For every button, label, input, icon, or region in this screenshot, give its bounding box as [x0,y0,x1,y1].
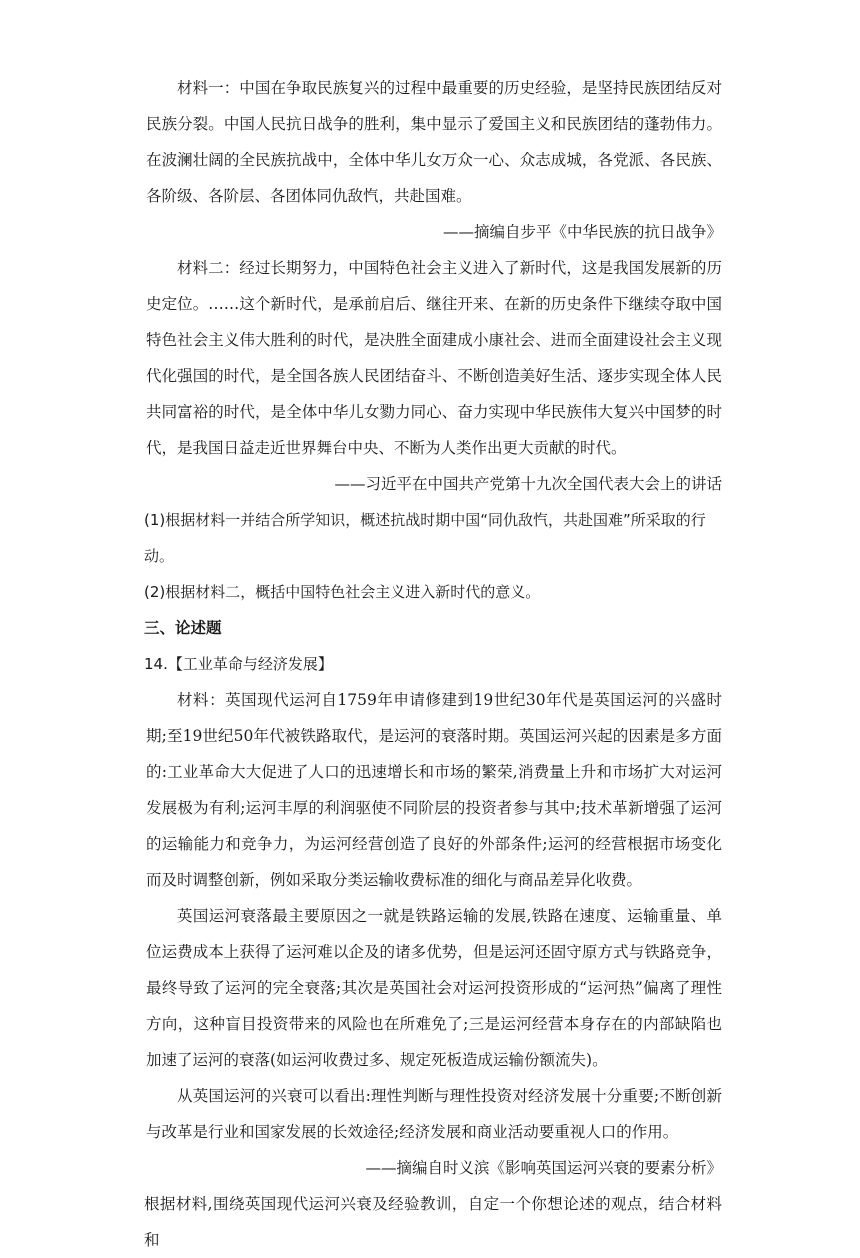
section-heading: 三、论述题 [144,619,222,637]
question-14-topic: 14.【工业革命与经济发展】 [144,655,333,673]
material-one-text: 材料一：中国在争取民族复兴的过程中最重要的历史经验，是坚持民族团结反对民族分裂。中国人民抗日战争的胜利，集中显示了爱国主义和民族团结的蓬勃伟力。在波澜壮阔的全民族抗战中，全体中华儿女万众一心、众志成城，各党派、各民族、各阶级、各阶层、各团体同仇敌忾，共赴国难。 [146,79,722,205]
material-one-source: ——摘编自步平《中华民族的抗日战争》 [442,223,722,241]
question-one: (1)根据材料一并结合所学知识，概述抗战时期中国“同仇敌忾，共赴国难”所采取的行动。 [144,511,706,565]
material-two-text: 材料二：经过长期努力，中国特色社会主义进入了新时代，这是我国发展新的历史定位。……这个新时代，是承前启后、继往开来、在新的历史条件下继续夺取中国特色社会主义伟大胜利的时代，是决胜全面建成小康社会、进而全面建设社会主义现代化强国的时代，是全国各族人民团结奋斗、不断创造美好生活、逐步实现全体人民共同富裕的时代，是全体中华儿女勠力同心、奋力实现中华民族伟大复兴中国梦的时代，是我国日益走近世界舞台中央、不断为人类作出更大贡献的时代。 [146,259,722,457]
question-two: (2)根据材料二，概括中国特色社会主义进入新时代的意义。 [144,583,541,601]
material-two-source: ——习近平在中国共产党第十九次全国代表大会上的讲话 [334,475,722,493]
document-content [146,70,722,1258]
canal-material-para-3: 从英国运河的兴衰可以看出:理性判断与理性投资对经济发展十分重要;不断创新与改革是行业和国家发展的长效途径;经济发展和商业活动要重视人口的作用。 [146,1087,722,1141]
essay-prompt: 根据材料,围绕英国现代运河兴衰及经验教训，自定一个你想论述的观点，结合材料和 [144,1195,722,1249]
canal-material-para-2: 英国运河衰落最主要原因之一就是铁路运输的发展,铁路在速度、运输重量、单位运费成本上获得了运河难以企及的诸多优势，但是运河还固守原方式与铁路竞争，最终导致了运河的完全衰落;其次是英国社会对运河投资形成的“运河热”偏离了理性方向，这种盲目投资带来的风险也在所难免了;三是运河经营本身存在的内部缺陷也加速了运河的衰落(如运河收费过多、规定死板造成运输份额流失)。 [146,907,722,1069]
canal-material-source: ——摘编自时义滨《影响英国运河兴衰的要素分析》 [365,1159,722,1177]
canal-material-para-1: 材料：英国现代运河自1759年申请修建到19世纪30年代是英国运河的兴盛时期;至19世纪50年代被铁路取代，是运河的衰落时期。英国运河兴起的因素是多方面的:工业革命大大促进了人口的迅速增长和市场的繁荣,消费量上升和市场扩大对运河发展极为有利;运河丰厚的利润驱使不同阶层的投资者参与其中;技术革新增强了运河的运输能力和竞争力，为运河经营创造了良好的外部条件;运河的经营根据市场变化而及时调整创新，例如采取分类运输收费标准的细化与商品差异化收费。 [146,691,722,889]
